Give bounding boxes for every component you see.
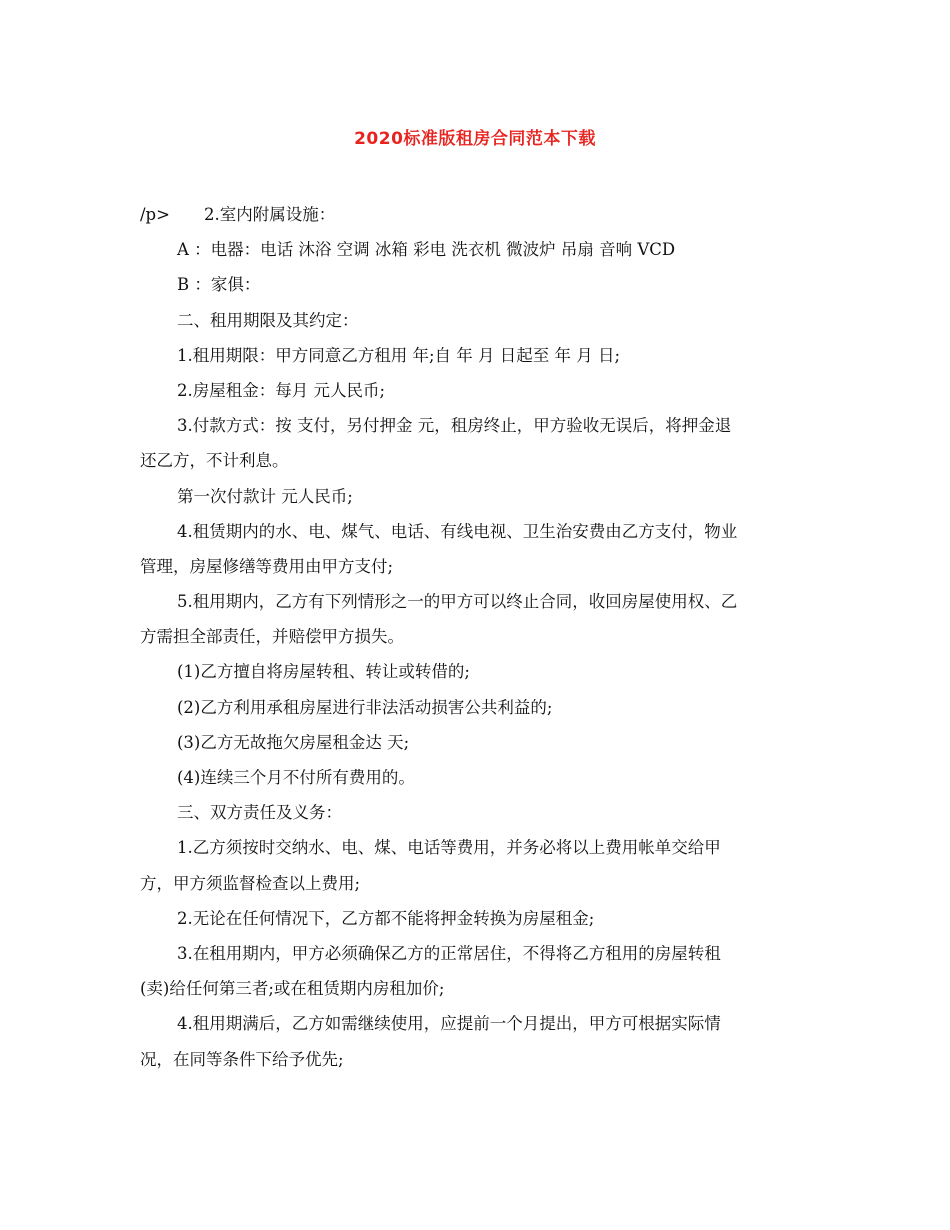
paragraph-line [140,197,820,232]
paragraph-line: 1.乙方须按时交纳水、电、煤、电话等费用，并务必将以上费用帐单交给甲 [177,838,721,858]
paragraph-line: (4)连续三个月不付所有费用的。 [177,768,415,787]
section-heading: 二、租用期限及其约定： [177,310,359,330]
paragraph-line: 3.付款方式：按 支付，另付押金 元，租房终止，甲方验收无误后，将押金退 [177,416,732,436]
paragraph-line: (1)乙方擅自将房屋转租、转让或转借的; [177,662,470,682]
paragraph-line: 3.在租用期内，甲方必须确保乙方的正常居住，不得将乙方租用的房屋转租 [177,943,721,963]
paragraph-line: 第一次付款计 元人民币; [177,486,353,506]
paragraph-line: 4.租赁期内的水、电、煤气、电话、有线电视、卫生治安费由乙方支付，物业 [177,521,738,541]
stray-tag-text: /p> [140,205,170,224]
paragraph-line: 2.房屋租金：每月 元人民币; [177,380,386,400]
paragraph-line: 方，甲方须监督检查以上费用; [140,873,361,893]
paragraph-line: B ：家俱： [177,275,261,295]
paragraph-line: 还乙方，不计利息。 [140,451,289,471]
paragraph-line: (3)乙方无故拖欠房屋租金达 天; [177,732,410,752]
line-text: 2.室内附属设施： [204,205,336,224]
paragraph-line: 管理，房屋修缮等费用由甲方支付; [140,556,394,576]
paragraph-line: (2)乙方利用承租房屋进行非法活动损害公共利益的; [177,697,553,717]
paragraph-line: 1.租用期限：甲方同意乙方租用 年;自 年 月 日起至 年 月 日; [177,345,621,365]
document-title: 2020标准版租房合同范本下载 [354,129,596,149]
section-heading: 三、双方责任及义务： [177,803,342,823]
paragraph-line: (卖)给任何第三者;或在租赁期内房租加价; [140,979,445,999]
paragraph-line: 况，在同等条件下给予优先; [140,1049,344,1069]
paragraph-line: 4.租用期满后，乙方如需继续使用，应提前一个月提出，甲方可根据实际情 [177,1014,721,1034]
document-body [140,197,820,1077]
paragraph-line: 5.租用期内，乙方有下列情形之一的甲方可以终止合同，收回房屋使用权、乙 [177,592,738,612]
paragraph-line: 方需担全部责任，并赔偿甲方损失。 [140,627,404,647]
paragraph-line: A ：电器：电话 沐浴 空调 冰箱 彩电 洗衣机 微波炉 吊扇 音响 VCD [177,240,676,260]
paragraph-line: 2.无论在任何情况下，乙方都不能将押金转换为房屋租金; [177,908,595,928]
